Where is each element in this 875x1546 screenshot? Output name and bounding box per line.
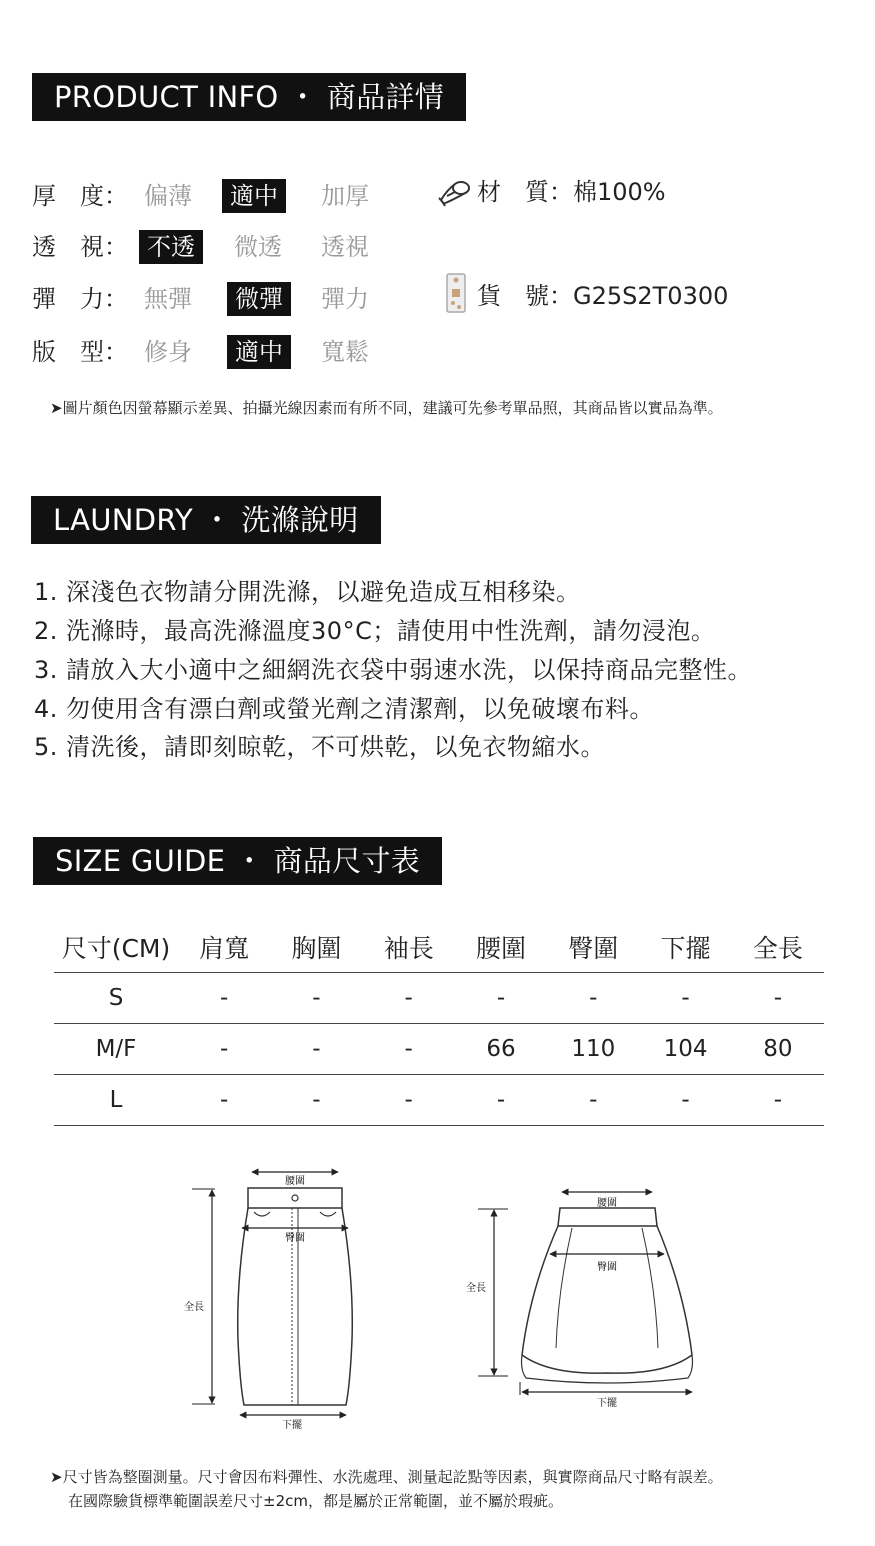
skirt-hem-ruffle	[522, 1355, 693, 1383]
skirt-waistband	[558, 1208, 657, 1226]
hang-tag-icon	[444, 271, 472, 315]
table-cell: -	[547, 973, 639, 1024]
size-note-2: 在國際驗貨標準範圍誤差尺寸±2cm，都是屬於正常範圍，並不屬於瑕疵。	[68, 1492, 563, 1510]
table-cell: -	[178, 1075, 270, 1126]
table-cell: -	[639, 973, 731, 1024]
option-thick: 加厚	[321, 182, 369, 210]
hip-label: 臀圍	[285, 1233, 305, 1244]
color-disclaimer-note: ➤圖片顏色因螢幕顯示差異、拍攝光線因素而有所不同，建議可先參考單品照，其商品皆以實品為準。	[50, 399, 723, 417]
table-cell: 80	[732, 1024, 824, 1075]
table-cell: 110	[547, 1024, 639, 1075]
option-medium-selected: 適中	[222, 179, 286, 213]
size-cell: S	[54, 973, 178, 1024]
laundry-item: 5. 清洗後，請即刻晾乾，不可烘乾，以免衣物縮水。	[34, 733, 606, 761]
size-cell: L	[54, 1075, 178, 1126]
length-label: 全長	[466, 1283, 486, 1294]
skirt-body	[522, 1226, 692, 1373]
skirt-waistband	[248, 1188, 342, 1208]
fabric-roll-icon	[437, 178, 473, 208]
hem-label: 下擺	[597, 1398, 617, 1409]
column-header: 胸圍	[291, 934, 342, 963]
column-header: 腰圍	[475, 934, 526, 963]
table-cell: -	[732, 1075, 824, 1126]
option-stretch: 彈力	[321, 285, 369, 313]
column-header: 肩寬	[199, 934, 250, 963]
size-note-1: ➤尺寸皆為整圈測量。尺寸會因布料彈性、水洗處理、測量起訖點等因素，與實際商品尺寸略有誤差。	[50, 1468, 723, 1486]
option-slim: 修身	[144, 338, 192, 366]
table-cell: -	[547, 1075, 639, 1126]
column-header: 臀圍	[568, 934, 619, 963]
size-table	[54, 922, 824, 1126]
option-opaque-selected: 不透	[139, 230, 203, 264]
table-cell: -	[455, 973, 547, 1024]
hip-label: 臀圍	[597, 1262, 617, 1273]
table-cell: -	[639, 1075, 731, 1126]
size-cell: M/F	[54, 1024, 178, 1075]
laundry-item: 2. 洗滌時，最高洗滌溫度30°C；請使用中性洗劑，請勿浸泡。	[34, 617, 716, 645]
table-cell: -	[732, 973, 824, 1024]
a-line-skirt-diagram	[450, 1180, 710, 1420]
waist-label: 腰圍	[285, 1176, 305, 1187]
table-cell: 66	[455, 1024, 547, 1075]
table-cell: 104	[639, 1024, 731, 1075]
option-slightly-sheer: 微透	[234, 233, 282, 261]
column-header: 下擺	[660, 934, 711, 963]
column-header: 尺寸(CM)	[61, 934, 171, 963]
table-cell: -	[178, 1024, 270, 1075]
column-header: 全長	[752, 934, 803, 963]
size-table-header-row	[54, 922, 824, 973]
attr-label: 厚 度：	[32, 182, 128, 210]
table-row	[54, 1075, 824, 1126]
option-sheer: 透視	[321, 233, 369, 261]
table-cell: -	[270, 1024, 362, 1075]
table-cell: -	[178, 973, 270, 1024]
column-header: 袖長	[383, 934, 434, 963]
table-cell: -	[270, 973, 362, 1024]
table-cell: -	[455, 1075, 547, 1126]
attr-label: 透 視：	[32, 233, 128, 261]
option-no-stretch: 無彈	[144, 285, 192, 313]
hem-label: 下擺	[282, 1420, 302, 1431]
option-regular-selected: 適中	[227, 335, 291, 369]
pencil-skirt-diagram	[170, 1160, 370, 1440]
size-guide-header: SIZE GUIDE ・ 商品尺寸表	[33, 837, 442, 885]
laundry-item: 4. 勿使用含有漂白劑或螢光劑之清潔劑，以免破壞布料。	[34, 695, 655, 723]
material-text: 材 質：棉100%	[477, 178, 666, 206]
attr-label: 版 型：	[32, 338, 128, 366]
table-row	[54, 1024, 824, 1075]
waist-label: 腰圍	[597, 1198, 617, 1209]
attr-label: 彈 力：	[32, 285, 128, 313]
item-number-text: 貨 號：G25S2T0300	[477, 282, 729, 310]
table-cell: -	[270, 1075, 362, 1126]
option-loose: 寬鬆	[321, 338, 369, 366]
laundry-header: LAUNDRY ・ 洗滌說明	[31, 496, 381, 544]
laundry-item: 1. 深淺色衣物請分開洗滌，以避免造成互相移染。	[34, 578, 581, 606]
table-cell: -	[363, 973, 455, 1024]
laundry-item: 3. 請放入大小適中之細網洗衣袋中弱速水洗，以保持商品完整性。	[34, 656, 753, 684]
option-thin: 偏薄	[144, 182, 192, 210]
table-cell: -	[363, 1024, 455, 1075]
table-row	[54, 973, 824, 1024]
option-slight-stretch-selected: 微彈	[227, 282, 291, 316]
length-label: 全長	[184, 1302, 204, 1313]
product-info-header: PRODUCT INFO ・ 商品詳情	[32, 73, 466, 121]
table-cell: -	[363, 1075, 455, 1126]
